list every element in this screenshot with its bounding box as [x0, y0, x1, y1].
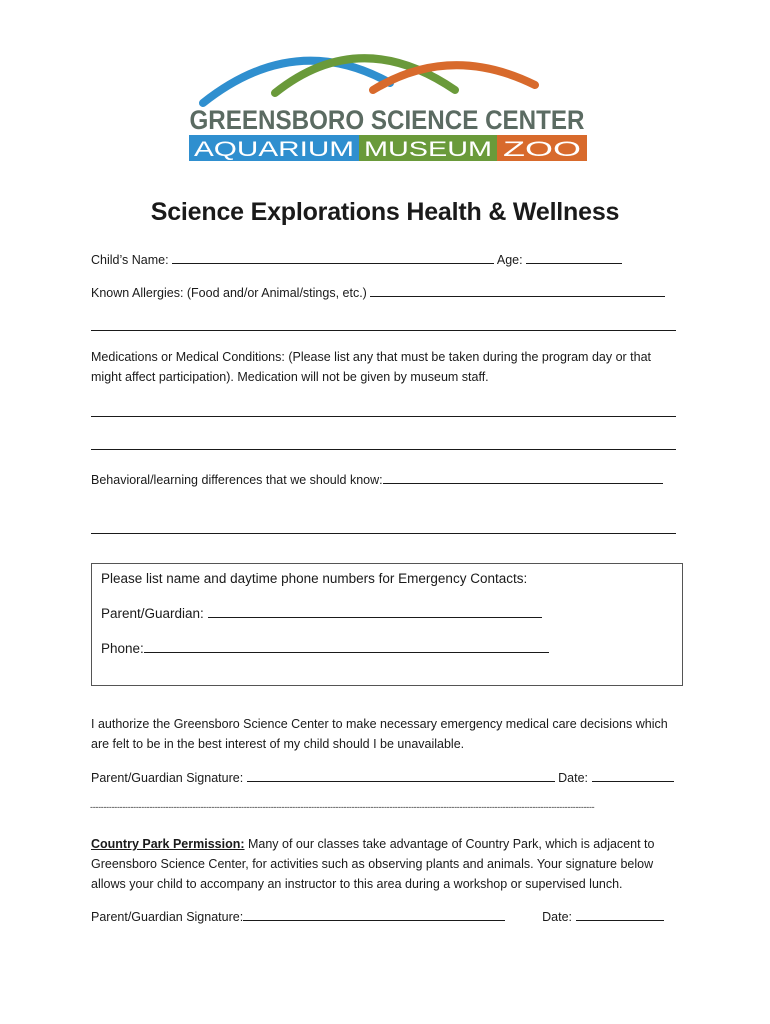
emergency-intro: Please list name and daytime phone numbers for Emergency Contacts:: [101, 571, 528, 586]
guardian-label: Parent/Guardian:: [101, 606, 204, 621]
authorization-date-label: Date:: [558, 771, 589, 785]
allergies-row: [91, 283, 665, 303]
phone-field[interactable]: [144, 639, 549, 653]
svg-text:GREENSBORO SCIENCE CENTER: GREENSBORO SCIENCE CENTER: [189, 105, 585, 135]
country-park-signature-label: Parent/Guardian Signature:: [91, 910, 244, 924]
svg-text:AQUARIUM: AQUARIUM: [194, 138, 354, 161]
svg-text:MUSEUM: MUSEUM: [364, 138, 492, 161]
behavioral-row: [91, 470, 663, 490]
guardian-field[interactable]: [208, 604, 542, 618]
emergency-contacts-box: [91, 563, 683, 686]
country-park-signature-row: [91, 907, 664, 927]
child-name-label: Child’s Name:: [91, 253, 169, 267]
authorization-signature-row: [91, 768, 674, 788]
country-park-text: Many of our classes take advantage of Country Park, which is adjacent to Greensboro Science Center, for activities such as observing plants and animals. Your signature below allows your child to accompany an instructor to this area during a workshop or supervised lunch.: [91, 837, 655, 891]
form-title: Science Explorations Health & Wellness: [150, 198, 620, 226]
country-park-signature-field[interactable]: [243, 907, 505, 921]
phone-row: [101, 639, 549, 659]
authorization-signature-field[interactable]: [247, 768, 555, 782]
allergies-field[interactable]: [370, 283, 665, 297]
country-park-date-label: Date:: [542, 910, 573, 924]
cut-line-separator: -------------------------------------------------------------------------------------------------------------------------------------------------------------------------------------------: [90, 802, 595, 812]
age-field[interactable]: [526, 250, 622, 264]
allergies-line-2[interactable]: [91, 330, 676, 331]
authorization-text: I authorize the Greensboro Science Center to make necessary emergency medical care decisions which are felt to be in the best interest of my child should I be unavailable.: [91, 717, 668, 751]
svg-text:ZOO: ZOO: [503, 138, 581, 161]
country-park-paragraph: [91, 834, 681, 894]
age-label: Age:: [496, 253, 523, 267]
greensboro-science-center-logo: [185, 45, 590, 165]
country-park-date-field[interactable]: [576, 907, 664, 921]
allergies-label: Known Allergies: (Food and/or Animal/stings, etc.): [91, 286, 367, 300]
guardian-row: [101, 604, 542, 624]
medications-line-1[interactable]: [91, 416, 676, 417]
medications-line-2[interactable]: [91, 449, 676, 450]
behavioral-field[interactable]: [383, 470, 663, 484]
child-name-row: [91, 250, 622, 270]
phone-label: Phone:: [101, 641, 144, 656]
authorization-signature-label: Parent/Guardian Signature:: [91, 771, 244, 785]
behavioral-label: Behavioral/learning differences that we should know:: [91, 473, 383, 487]
authorization-date-field[interactable]: [592, 768, 674, 782]
country-park-heading: Country Park Permission:: [91, 837, 245, 851]
behavioral-line-2[interactable]: [91, 533, 676, 534]
child-name-field[interactable]: [172, 250, 494, 264]
medications-label: Medications or Medical Conditions: (Please list any that must be taken during the program day or that might affect participation). Medication will not be given by museum staff.: [91, 350, 652, 384]
